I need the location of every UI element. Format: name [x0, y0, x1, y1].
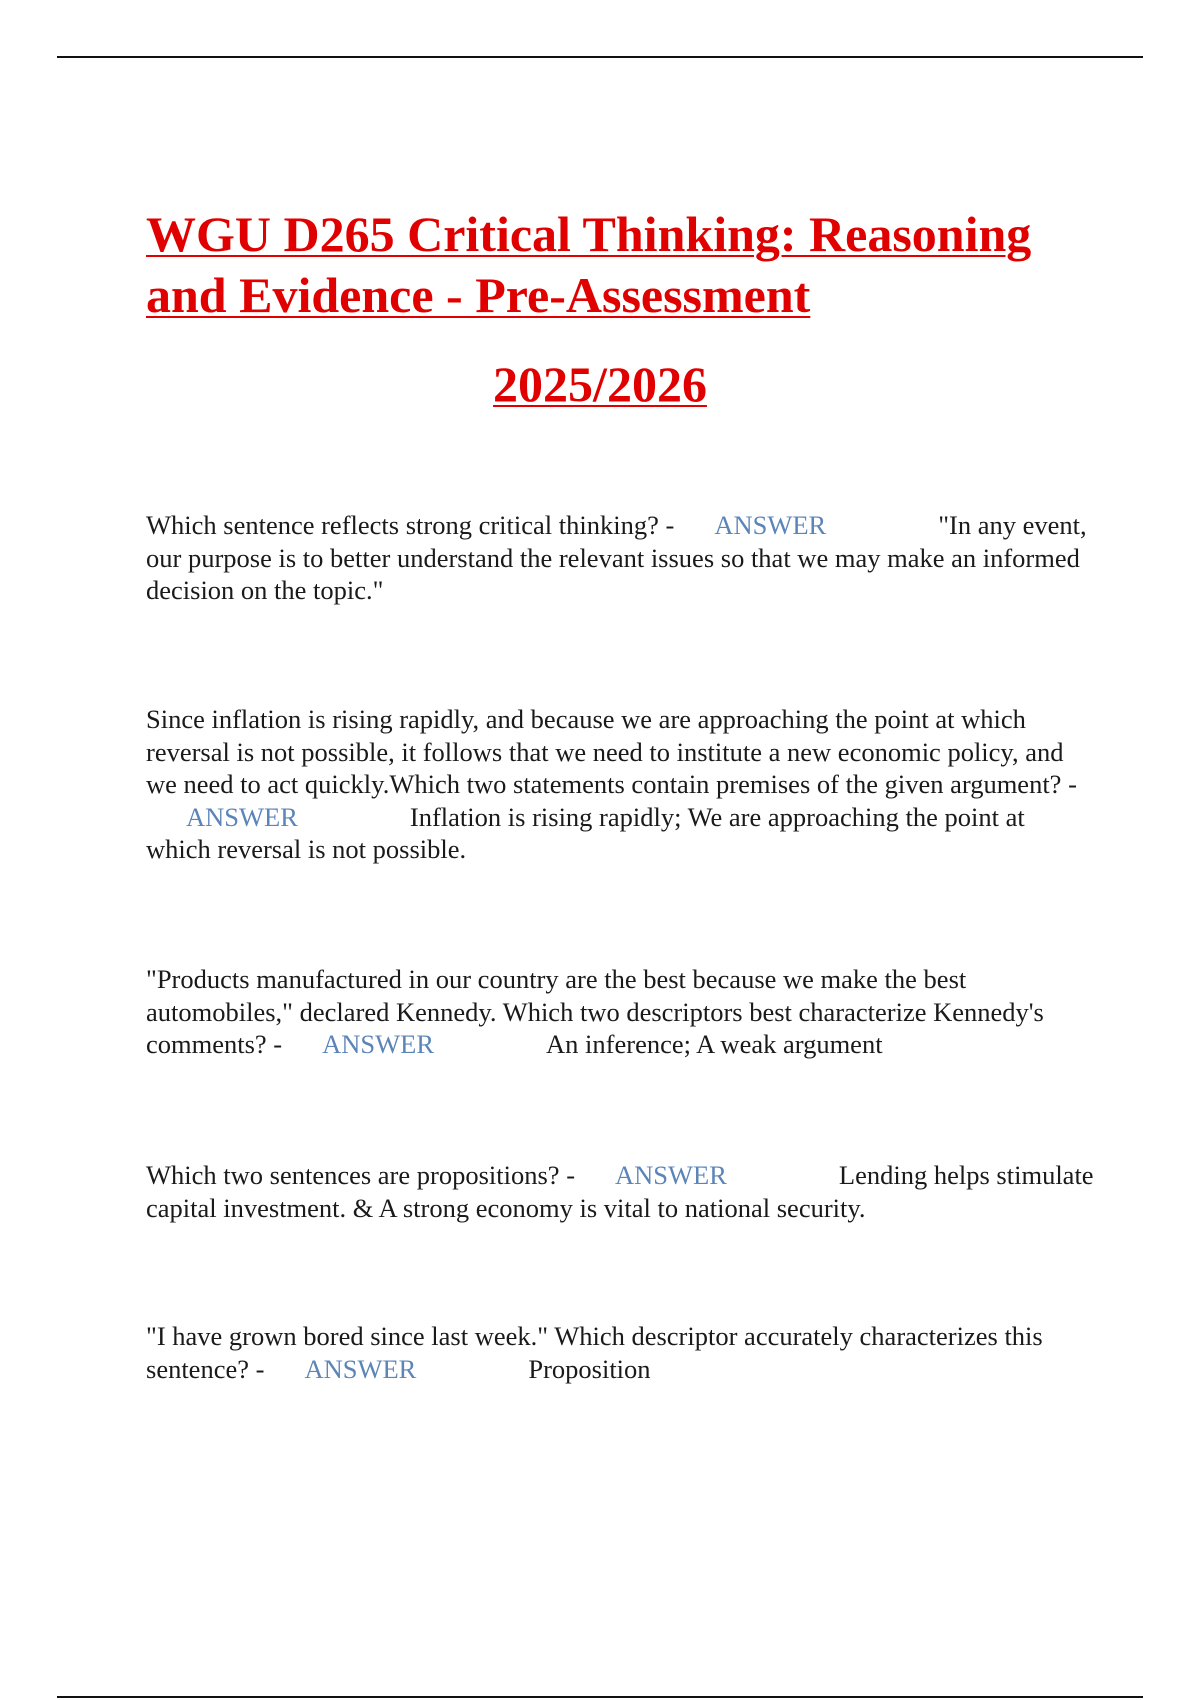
answer-text: Lending helps stimulate capital investment. & A strong economy is vital to national security.: [146, 1160, 1094, 1223]
question-text: Which sentence reflects strong critical thinking? -: [146, 510, 675, 540]
qa-item-2: [146, 703, 1096, 866]
document-year: 2025/2026: [493, 356, 707, 412]
answer-text: An inference; A weak argument: [546, 1029, 883, 1059]
question-text: "I have grown bored since last week." Which descriptor accurately characterizes this sentence? -: [146, 1321, 1043, 1384]
question-text: "Products manufactured in our country are the best because we make the best automobiles," declared Kennedy. Which two descriptors best characterize Kennedy's comments? -: [146, 964, 1044, 1059]
top-rule: [57, 56, 1143, 58]
answer-label: ANSWER: [714, 510, 827, 540]
bottom-rule: [57, 1696, 1143, 1698]
question-text: Which two sentences are propositions? -: [146, 1160, 576, 1190]
answer-label: ANSWER: [615, 1160, 727, 1190]
question-text: Since inflation is rising rapidly, and because we are approaching the point at which reversal is not possible, it follows that we need to institute a new economic policy, and we need to act quickly.Which two statements contain premises of the given argument? -: [146, 704, 1077, 799]
qa-item-5: [146, 1320, 1096, 1385]
answer-label: ANSWER: [186, 801, 298, 832]
answer-text: Proposition: [528, 1353, 651, 1384]
document-title: [146, 204, 1096, 326]
qa-item-4: [146, 1159, 1096, 1224]
title-line-2: and Evidence - Pre-Assessment: [146, 267, 811, 323]
answer-text: Inflation is rising rapidly; We are approaching the point at which reversal is not possible.: [146, 801, 1025, 864]
answer-label: ANSWER: [322, 1029, 435, 1059]
answer-label: ANSWER: [304, 1353, 417, 1384]
qa-item-1: [146, 509, 1096, 607]
qa-item-3: [146, 963, 1096, 1061]
answer-text: "In any event, our purpose is to better understand the relevant issues so that we may make an informed decision on the topic.": [146, 510, 1087, 605]
title-line-1: WGU D265 Critical Thinking: Reasoning: [146, 206, 1032, 262]
